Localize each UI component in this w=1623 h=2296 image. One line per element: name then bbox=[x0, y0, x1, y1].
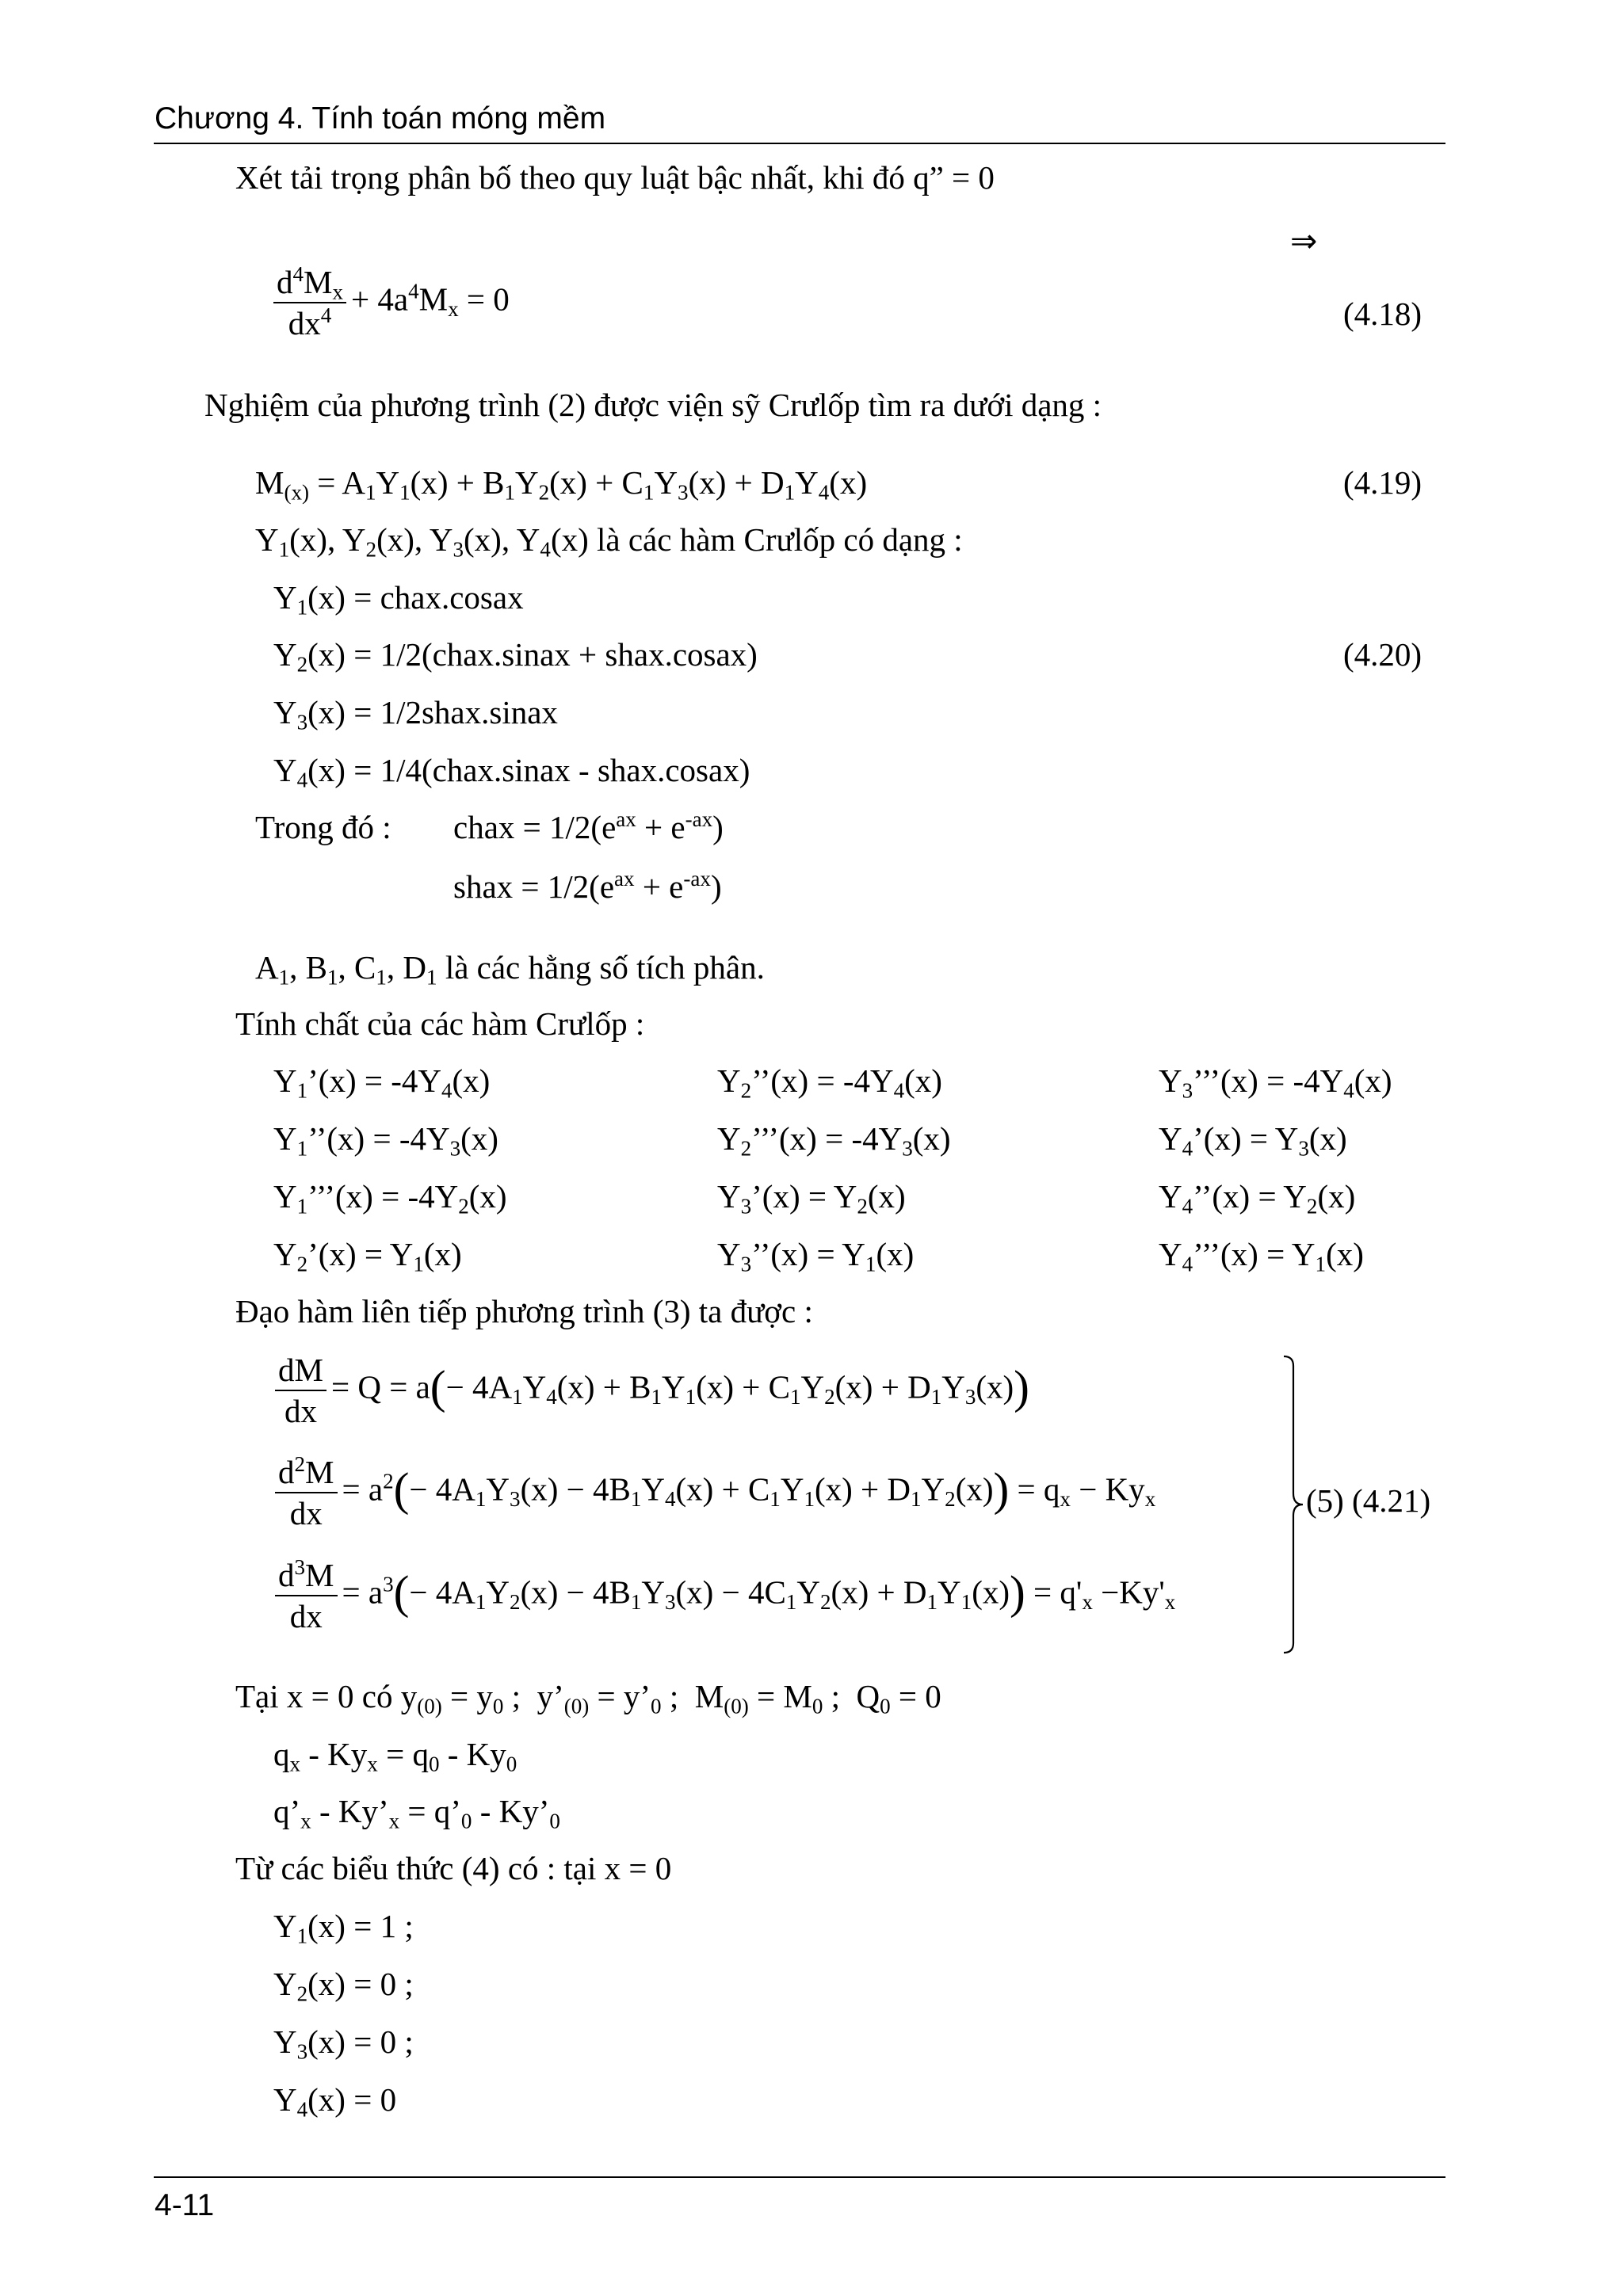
constants-text: là các hằng số tích phân. bbox=[445, 949, 765, 986]
header-rule bbox=[154, 143, 1445, 144]
value-y4: $Y_4(x) = 0$ bbox=[273, 2081, 397, 2122]
condition-q: $q_x - Ky_x = q_0 - Ky_0$ bbox=[273, 1736, 517, 1776]
property-r1c1: $Y_1’(x) = -4Y_4(x)$ bbox=[273, 1062, 491, 1103]
property-r2c3: $Y_4’(x) = Y_3(x)$ bbox=[1159, 1120, 1347, 1161]
property-r1c2: $Y_2’’(x) = -4Y_4(x)$ bbox=[717, 1062, 942, 1103]
constants-line: $A_1$, $B_1$, $C_1$, $D_1$ là các hằng số tích phân. bbox=[255, 949, 765, 990]
property-r2c2: $Y_2’’’(x) = -4Y_3(x)$ bbox=[717, 1120, 951, 1161]
derivative-text: Đạo hàm liên tiếp phương trình (3) ta được : bbox=[235, 1293, 813, 1329]
krylov-y2: $Y_2(x)$ = 1/2(chax.sinax + shax.cosax) bbox=[273, 636, 758, 677]
initial-conditions: Tại x = 0 có $y_{(0)} = y_0$ ; $y’_{(0)}$ = $y’_0$ ; $M_{(0)} = M_0$ ; $Q_0 = 0$ bbox=[235, 1678, 941, 1718]
right-brace bbox=[1282, 1355, 1306, 1654]
equation-4-19: $M_{(x)} = A_1Y_1(x) + B_1Y_2(x) + C_1Y_3(x) + D_1Y_4(x)$ bbox=[255, 464, 868, 505]
krylov-intro-text: là các hàm Crưlốp có dạng : bbox=[597, 521, 963, 558]
property-r4c3: $Y_4’’’(x) = Y_1(x)$ bbox=[1159, 1236, 1364, 1276]
property-r4c1: $Y_2’(x) = Y_1(x)$ bbox=[273, 1236, 462, 1276]
krylov-intro: $Y_1(x)$, $Y_2(x)$, $Y_3(x)$, $Y_4(x)$ là các hàm Crưlốp có dạng : bbox=[255, 521, 963, 562]
equation-4-21-row1: $\frac{dM}{dx}$ = $Q = a(- 4A_1Y_4(x) + B_1Y_1(x) + C_1Y_2(x) + D_1Y_3(x))$ bbox=[275, 1352, 1029, 1429]
equation-tag-4-19: (4.19) bbox=[1343, 464, 1423, 501]
equation-4-21-row2: $\frac{d^2M}{dx}$ = $a^2(- 4A_1Y_3(x) - 4B_1Y_4(x) + C_1Y_1(x) + D_1Y_2(x)) = q_x - Ky_x$ bbox=[275, 1454, 1155, 1531]
properties-title: Tính chất của các hàm Crưlốp : bbox=[235, 1005, 645, 1042]
condition-q-prime: $q’_x$ - $Ky’_x$ = $q’_0$ - $Ky’_0$ bbox=[273, 1793, 560, 1833]
equation-4-18: $\frac{d^4M_x}{dx^4}$ + $4a^4M_x = 0$ bbox=[273, 264, 510, 341]
from-expressions-text: Từ các biểu thức (4) có : tại x = 0 bbox=[235, 1850, 672, 1886]
equation-4-21-row3: $\frac{d^3M}{dx}$ = $a^3(- 4A_1Y_2(x) - 4B_1Y_3(x) - 4C_1Y_2(x) + D_1Y_1(x)) = q'_x -Ky'_x$ bbox=[275, 1557, 1175, 1634]
krylov-y4: $Y_4(x)$ = 1/4(chax.sinax - shax.cosax) bbox=[273, 752, 750, 792]
property-r3c1: $Y_1’’’(x) = -4Y_2(x)$ bbox=[273, 1178, 507, 1219]
page-number: 4-11 bbox=[155, 2188, 215, 2222]
trong-do-label: Trong đó : bbox=[255, 809, 391, 845]
property-r1c3: $Y_3’’’(x) = -4Y_4(x)$ bbox=[1159, 1062, 1392, 1103]
solution-text: Nghiệm của phương trình (2) được viện sỹ Crưlốp tìm ra dưới dạng : bbox=[204, 387, 1102, 423]
property-r4c2: $Y_3’’(x) = Y_1(x)$ bbox=[717, 1236, 915, 1276]
property-r2c1: $Y_1’’(x) = -4Y_3(x)$ bbox=[273, 1120, 498, 1161]
krylov-y1: $Y_1(x)$ = chax.cosax bbox=[273, 579, 524, 620]
implies-symbol: ⇒ bbox=[1290, 223, 1318, 259]
value-y1: $Y_1(x) = 1$ ; bbox=[273, 1908, 414, 1948]
property-r3c2: $Y_3’(x) = Y_2(x)$ bbox=[717, 1178, 906, 1219]
equation-tag-4-20: (4.20) bbox=[1343, 636, 1423, 673]
property-r3c3: $Y_4’’(x) = Y_2(x)$ bbox=[1159, 1178, 1356, 1219]
footer-rule bbox=[154, 2176, 1445, 2178]
chapter-header: Chương 4. Tính toán móng mềm bbox=[155, 101, 606, 135]
value-y3: $Y_3(x) = 0$ ; bbox=[273, 2023, 414, 2064]
krylov-y3: $Y_3(x)$ = 1/2shax.sinax bbox=[273, 694, 558, 734]
chax-definition: chax = $1/2(e^{ax} + e^{-ax})$ bbox=[453, 807, 724, 845]
intro-text: Xét tải trọng phân bố theo quy luật bậc nhất, khi đó q” = 0 bbox=[235, 159, 995, 196]
shax-definition: shax = $1/2(e^{ax} + e^{-ax})$ bbox=[453, 867, 722, 905]
value-y2: $Y_2(x) = 0$ ; bbox=[273, 1966, 414, 2006]
equation-tag-4-18: (4.18) bbox=[1343, 296, 1423, 332]
equation-tag-4-21: (5) (4.21) bbox=[1306, 1482, 1431, 1519]
